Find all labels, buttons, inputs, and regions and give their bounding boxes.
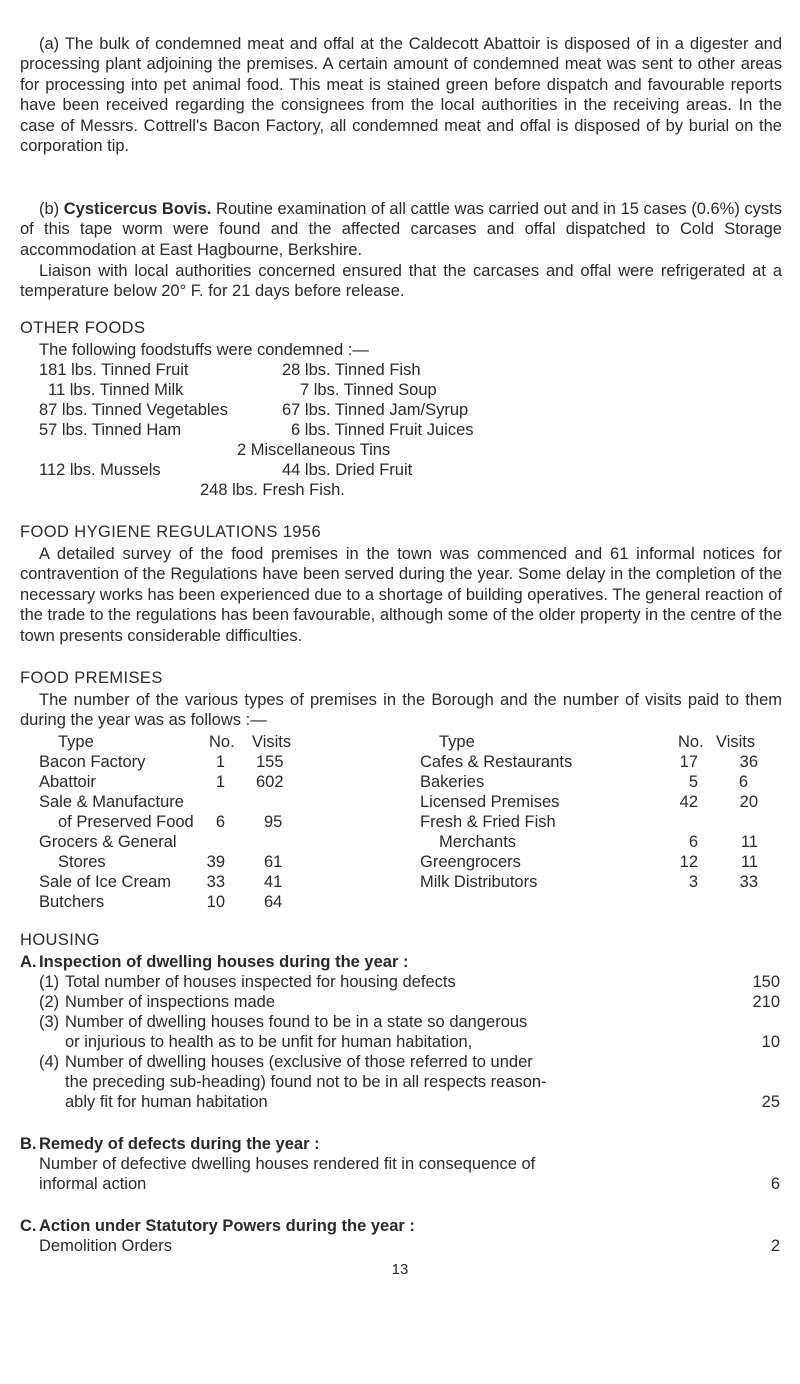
premises-right-type-4: Fresh & Fried Fish xyxy=(420,813,556,831)
other-foods-misc: 2 Miscellaneous Tins xyxy=(237,441,391,459)
housing-item-2-num: (2) xyxy=(39,993,60,1011)
other-foods-right-1: 28 lbs. Tinned Fish xyxy=(282,361,421,379)
housing-item-3-num: (3) xyxy=(39,1013,60,1031)
housing-item-3-line2: or injurious to health as to be unfit for human habitation, xyxy=(65,1033,473,1051)
heading-housing: HOUSING xyxy=(20,931,100,949)
premises-right-no-6: 3 xyxy=(688,873,698,891)
housing-label-c: C. xyxy=(20,1217,37,1235)
housing-label-b: B. xyxy=(20,1135,37,1153)
premises-left-no-5: 33 xyxy=(206,873,225,891)
heading-food-hygiene: FOOD HYGIENE REGULATIONS 1956 xyxy=(20,523,322,541)
other-foods-right-5: 44 lbs. Dried Fruit xyxy=(282,461,413,479)
housing-item-3-value: 10 xyxy=(761,1033,780,1051)
housing-title-c: Action under Statutory Powers during the year : xyxy=(39,1217,415,1235)
paragraph-a-text: The bulk of condemned meat and offal at the Caldecott Abattoir is disposed of in a digester and processing plant adjoining the premises. A certain amount of condemned meat was sent to other areas for processing into pet animal food. This meat is stained green before dispatch and favourable reports have been received regarding the consignees from the local authorities in the receiving areas. In the case of Messrs. Cottrell's Bacon Factory, all condemned meat and offal is disposed of by burial on the corporation tip. xyxy=(20,35,782,156)
premises-left-visits-1: 155 xyxy=(256,753,284,771)
housing-item-4-value: 25 xyxy=(761,1093,780,1111)
premises-right-visits-1: 36 xyxy=(739,753,758,771)
col-visits-right: Visits xyxy=(716,733,756,751)
other-foods-left-2: 11 lbs. Tinned Milk xyxy=(48,381,184,399)
premises-right-visits-3: 20 xyxy=(739,793,758,811)
housing-c-line: Demolition Orders xyxy=(39,1237,172,1255)
housing-item-4-num: (4) xyxy=(39,1053,60,1071)
premises-left-visits-4: 61 xyxy=(264,853,283,871)
premises-left-visits-3: 95 xyxy=(264,813,283,831)
other-foods-left-3: 87 lbs. Tinned Vegetables xyxy=(39,401,228,419)
housing-b-value: 6 xyxy=(770,1175,780,1193)
premises-right-visits-2: 6 xyxy=(738,773,748,791)
premises-left-type-3: Sale & Manufacture xyxy=(39,793,184,811)
housing-item-2-value: 210 xyxy=(752,993,780,1011)
col-no-right: No. xyxy=(678,733,704,751)
premises-left-type-2: Abattoir xyxy=(39,773,96,791)
premises-left-visits-5: 41 xyxy=(264,873,283,891)
premises-right-type-2: Bakeries xyxy=(420,773,485,791)
paragraph-premises-intro: The number of the various types of premises in the Borough and the number of visits paid to them during the year was as follows :— xyxy=(20,691,782,730)
housing-title-b: Remedy of defects during the year : xyxy=(39,1135,320,1153)
premises-right-type-6: Milk Distributors xyxy=(420,873,538,891)
housing-label-a: A. xyxy=(20,953,37,971)
premises-left-type-6: Butchers xyxy=(39,893,105,911)
premises-right-type-5: Greengrocers xyxy=(420,853,521,871)
housing-item-2-text: Number of inspections made xyxy=(65,993,276,1011)
premises-right-visits-5: 11 xyxy=(740,853,758,871)
housing-item-1-value: 150 xyxy=(752,973,780,991)
other-foods-right-4: 6 lbs. Tinned Fruit Juices xyxy=(291,421,474,439)
premises-right-type-4b: Merchants xyxy=(439,833,517,851)
premises-left-type-3b: of Preserved Food xyxy=(58,813,194,831)
paragraph-cysticercus xyxy=(20,199,782,260)
other-foods-intro: The following foodstuffs were condemned :— xyxy=(39,341,369,359)
col-no-left: No. xyxy=(209,733,235,751)
premises-left-no-6: 10 xyxy=(206,893,225,911)
housing-item-4-line3: ably fit for human habitation xyxy=(65,1093,268,1111)
premises-right-type-1: Cafes & Restaurants xyxy=(420,753,573,771)
premises-left-type-5: Sale of Ice Cream xyxy=(39,873,172,891)
housing-item-4-line1: Number of dwelling houses (exclusive of those referred to under xyxy=(65,1053,533,1071)
other-foods-left-4: 57 lbs. Tinned Ham xyxy=(39,421,182,439)
housing-item-3-line1: Number of dwelling houses found to be in a state so dangerous xyxy=(65,1013,528,1031)
housing-item-4-line2: the preceding sub-heading) found not to be in all respects reason- xyxy=(65,1073,547,1091)
page-number: 13 xyxy=(391,1261,409,1278)
housing-item-1-text: Total number of houses inspected for housing defects xyxy=(65,973,456,991)
col-visits-left: Visits xyxy=(252,733,292,751)
housing-item-1-num: (1) xyxy=(39,973,60,991)
premises-right-no-4: 6 xyxy=(688,833,698,851)
heading-other-foods: OTHER FOODS xyxy=(20,319,146,337)
housing-title-a: Inspection of dwelling houses during the year : xyxy=(39,953,409,971)
premises-right-type-3: Licensed Premises xyxy=(420,793,560,811)
premises-left-type-1: Bacon Factory xyxy=(39,753,146,771)
paragraph-b-text: Routine examination of all cattle was carried out and in 15 cases (0.6%) cysts of this tape worm were found and the affected carcases and offal dispatched to Cold Storage accommodation at East Hagbourne, Berkshire. xyxy=(20,200,782,259)
other-foods-right-2: 7 lbs. Tinned Soup xyxy=(300,381,437,399)
other-foods-right-3: 67 lbs. Tinned Jam/Syrup xyxy=(282,401,469,419)
other-foods-left-1: 181 lbs. Tinned Fruit xyxy=(39,361,189,379)
housing-c-value: 2 xyxy=(770,1237,780,1255)
paragraph-regulations: A detailed survey of the food premises in the town was commenced and 61 informal notices for contravention of the Regulations have been served during the year. Some delay in the completion of the necessary works has been experienced due to a shortage of building operatives. The general reaction of the trade to the regulations has been favourable, although some of the older property in the centre of the town presents considerable difficulties. xyxy=(20,545,782,645)
label-b: (b) xyxy=(39,200,60,218)
housing-b-line1: Number of defective dwelling houses rendered fit in consequence of xyxy=(39,1155,536,1173)
premises-right-no-3: 42 xyxy=(679,793,698,811)
other-foods-fresh-fish: 248 lbs. Fresh Fish. xyxy=(200,481,345,499)
cysticercus-title: Cysticercus Bovis. xyxy=(63,200,212,218)
premises-left-no-2: 1 xyxy=(215,773,225,791)
label-a: (a) xyxy=(39,35,60,53)
premises-right-no-1: 17 xyxy=(679,753,698,771)
premises-right-no-5: 12 xyxy=(679,853,698,871)
other-foods-left-5: 112 lbs. Mussels xyxy=(39,461,161,479)
premises-left-visits-2: 602 xyxy=(256,773,284,791)
housing-b-line2: informal action xyxy=(39,1175,147,1193)
col-type-right: Type xyxy=(439,733,475,751)
premises-left-no-4: 39 xyxy=(206,853,225,871)
premises-right-visits-4: 11 xyxy=(740,833,758,851)
heading-food-premises: FOOD PREMISES xyxy=(20,669,163,687)
premises-right-no-2: 5 xyxy=(688,773,698,791)
premises-left-type-4b: Stores xyxy=(58,853,106,871)
premises-left-type-4: Grocers & General xyxy=(39,833,177,851)
premises-left-no-3: 6 xyxy=(215,813,225,831)
premises-left-visits-6: 64 xyxy=(264,893,283,911)
premises-left-no-1: 1 xyxy=(215,753,225,771)
col-type-left: Type xyxy=(58,733,94,751)
premises-right-visits-6: 33 xyxy=(739,873,758,891)
paragraph-condemned-meat xyxy=(20,34,782,156)
paragraph-liaison: Liaison with local authorities concerned ensured that the carcases and offal were refrigerated at a temperature below 20° F. for 21 days before release. xyxy=(20,262,782,301)
